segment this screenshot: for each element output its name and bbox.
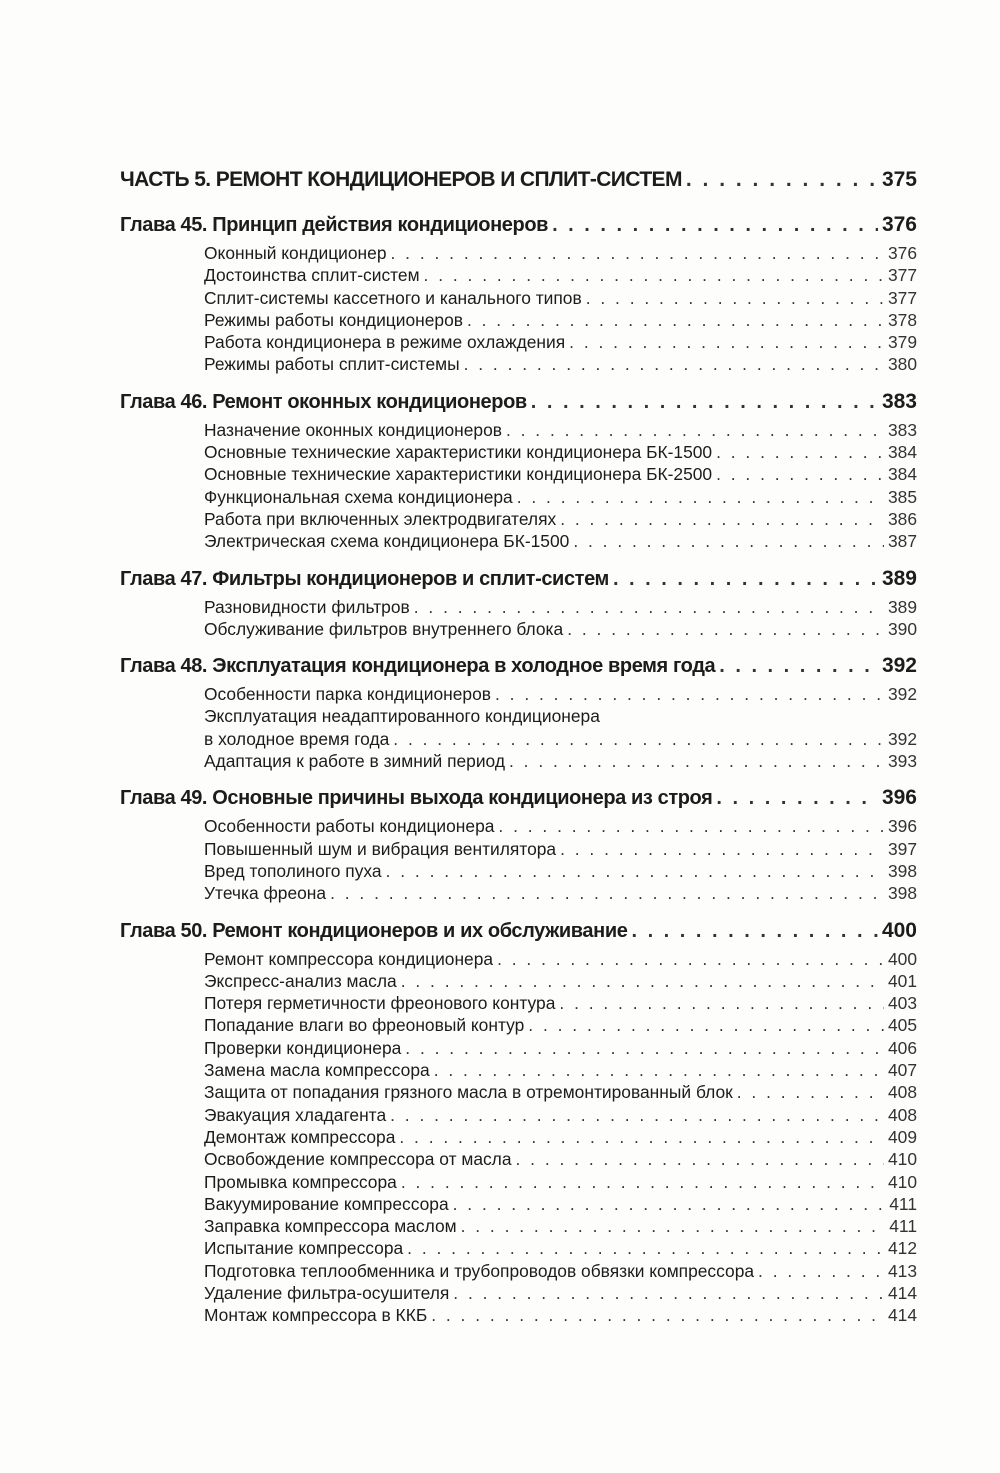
section-entry bbox=[120, 619, 917, 641]
section-title: Эксплуатация неадаптированного кондиционера bbox=[204, 706, 600, 727]
chapter-title: Глава 46. Ремонт оконных кондиционеров bbox=[120, 390, 527, 413]
section-title: Экспресс-анализ масла bbox=[204, 970, 397, 991]
dot-leader bbox=[528, 1015, 884, 1036]
dot-leader bbox=[516, 1149, 884, 1170]
chapter-page: 383 bbox=[881, 389, 917, 413]
section-entry bbox=[120, 1194, 917, 1216]
dot-leader bbox=[560, 509, 884, 530]
section-title: Освобождение компрессора от масла bbox=[204, 1149, 512, 1170]
dot-leader bbox=[461, 1216, 886, 1237]
section-entry bbox=[120, 597, 917, 619]
dot-leader bbox=[467, 310, 884, 331]
section-entry bbox=[120, 839, 917, 861]
section-entry bbox=[120, 420, 917, 442]
section-entry bbox=[120, 1015, 917, 1037]
section-title: Назначение оконных кондиционеров bbox=[204, 419, 502, 440]
section-entry bbox=[120, 1060, 917, 1082]
section-page: 405 bbox=[887, 1015, 917, 1036]
section-title: Основные технические характеристики кондиционера БК-1500 bbox=[204, 442, 713, 463]
section-page: 392 bbox=[887, 684, 917, 705]
section-page: 386 bbox=[887, 508, 917, 529]
section-page: 407 bbox=[887, 1060, 917, 1081]
section-page: 392 bbox=[887, 728, 917, 749]
chapter-heading bbox=[120, 786, 917, 814]
dot-leader bbox=[453, 1283, 884, 1304]
section-title: Замена масла компрессора bbox=[204, 1060, 430, 1081]
section-title: Потеря герметичности фреонового контура bbox=[204, 993, 556, 1014]
section-page: 412 bbox=[887, 1238, 917, 1259]
part-heading bbox=[120, 168, 917, 198]
section-title: Достоинства сплит-систем bbox=[204, 265, 420, 286]
dot-leader bbox=[517, 487, 884, 508]
section-entry bbox=[120, 464, 917, 486]
section-page: 398 bbox=[887, 860, 917, 881]
section-entry bbox=[120, 1038, 917, 1060]
dot-leader bbox=[407, 1238, 884, 1259]
section-page: 410 bbox=[887, 1149, 917, 1170]
section-page: 411 bbox=[889, 1193, 917, 1214]
section-title: Особенности парка кондиционеров bbox=[204, 684, 492, 705]
section-title: Демонтаж компрессора bbox=[204, 1126, 396, 1147]
section-title: Монтаж компрессора в ККБ bbox=[204, 1305, 428, 1326]
section-entry bbox=[120, 265, 917, 287]
dot-leader bbox=[716, 787, 878, 810]
dot-leader bbox=[498, 816, 884, 837]
dot-leader bbox=[405, 1038, 884, 1059]
section-page: 393 bbox=[887, 751, 917, 772]
section-title: в холодное время года bbox=[204, 728, 390, 749]
section-title: Разновидности фильтров bbox=[204, 596, 410, 617]
dot-leader bbox=[431, 1305, 884, 1326]
section-entry bbox=[120, 971, 917, 993]
chapter-title: Глава 48. Эксплуатация кондиционера в холодное время года bbox=[120, 655, 716, 678]
section-page: 384 bbox=[887, 442, 917, 463]
section-entry bbox=[120, 1127, 917, 1149]
dot-leader bbox=[573, 531, 884, 552]
section-entry bbox=[120, 487, 917, 509]
section-entry bbox=[120, 288, 917, 310]
section-page: 390 bbox=[887, 618, 917, 639]
section-title: Эвакуация хладагента bbox=[204, 1104, 387, 1125]
section-title: Электрическая схема кондиционера БК-1500 bbox=[204, 531, 570, 552]
section-page: 376 bbox=[887, 243, 917, 263]
chapter-heading bbox=[120, 390, 917, 418]
section-page: 396 bbox=[887, 816, 917, 837]
section-title: Вакуумирование компрессора bbox=[204, 1193, 449, 1214]
section-title: Функциональная схема кондиционера bbox=[204, 486, 513, 507]
section-entry bbox=[120, 993, 917, 1015]
section-page: 397 bbox=[887, 838, 917, 859]
chapter-heading bbox=[120, 567, 917, 595]
chapter-block bbox=[120, 213, 917, 377]
section-entry bbox=[120, 310, 917, 332]
section-entry bbox=[120, 706, 917, 728]
section-page: 413 bbox=[887, 1260, 917, 1281]
chapter-heading bbox=[120, 919, 917, 947]
section-entry bbox=[120, 1172, 917, 1194]
dot-leader bbox=[424, 265, 884, 286]
dot-leader bbox=[386, 861, 884, 882]
section-entry bbox=[120, 1305, 917, 1327]
dot-leader bbox=[414, 597, 884, 618]
part-title: ЧАСТЬ 5. РЕМОНТ КОНДИЦИОНЕРОВ И СПЛИТ-СИСТЕМ bbox=[120, 168, 682, 191]
dot-leader bbox=[330, 883, 884, 904]
section-title: Ремонт компрессора кондиционера bbox=[204, 948, 494, 969]
section-page: 385 bbox=[887, 486, 917, 507]
section-title: Адаптация к работе в зимний период bbox=[204, 751, 505, 772]
chapter-block bbox=[120, 919, 917, 1328]
part-page: 375 bbox=[881, 168, 917, 191]
dot-leader bbox=[390, 1105, 884, 1126]
section-entry bbox=[120, 816, 917, 838]
section-title: Подготовка теплообменника и трубопроводов обвязки компрессора bbox=[204, 1260, 755, 1281]
section-page: 389 bbox=[887, 596, 917, 617]
section-entry bbox=[120, 949, 917, 971]
section-entry bbox=[120, 883, 917, 905]
section-page: 409 bbox=[887, 1126, 917, 1147]
dot-leader bbox=[506, 420, 884, 441]
chapter-title: Глава 47. Фильтры кондиционеров и сплит-систем bbox=[120, 567, 609, 590]
chapter-list bbox=[120, 213, 917, 1328]
chapter-title: Глава 45. Принцип действия кондиционеров bbox=[120, 214, 549, 236]
section-entry bbox=[120, 509, 917, 531]
section-page: 406 bbox=[887, 1037, 917, 1058]
section-entry bbox=[120, 332, 917, 354]
section-entry bbox=[120, 354, 917, 376]
section-title: Режимы работы сплит-системы bbox=[204, 354, 460, 375]
section-page: 411 bbox=[889, 1216, 917, 1237]
section-entry bbox=[120, 684, 917, 706]
dot-leader bbox=[559, 993, 884, 1014]
section-page: 377 bbox=[887, 265, 917, 286]
chapter-heading bbox=[120, 654, 917, 682]
dot-leader bbox=[453, 1194, 886, 1215]
section-title: Оконный кондиционер bbox=[204, 243, 387, 263]
section-title: Удаление фильтра-осушителя bbox=[204, 1282, 450, 1303]
dot-leader bbox=[716, 442, 884, 463]
section-title: Заправка компрессора маслом bbox=[204, 1216, 457, 1237]
dot-leader bbox=[401, 1172, 884, 1193]
section-page: 379 bbox=[887, 332, 917, 353]
dot-leader bbox=[401, 971, 884, 992]
dot-leader bbox=[464, 354, 884, 375]
dot-leader bbox=[434, 1060, 884, 1081]
section-title: Утечка фреона bbox=[204, 883, 327, 904]
dot-leader bbox=[567, 619, 884, 640]
section-title: Защита от попадания грязного масла в отремонтированный блок bbox=[204, 1082, 733, 1103]
section-page: 380 bbox=[887, 354, 917, 375]
chapter-block bbox=[120, 654, 917, 773]
dot-leader bbox=[497, 949, 884, 970]
dot-leader bbox=[560, 839, 884, 860]
section-title: Основные технические характеристики кондиционера БК-2500 bbox=[204, 464, 713, 485]
section-page: 384 bbox=[887, 464, 917, 485]
dot-leader bbox=[399, 1127, 884, 1148]
chapter-block bbox=[120, 567, 917, 642]
section-title: Работа кондиционера в режиме охлаждения bbox=[204, 332, 566, 353]
section-entry bbox=[120, 1082, 917, 1104]
section-title: Попадание влаги во фреоновый контур bbox=[204, 1015, 525, 1036]
section-entry bbox=[120, 1261, 917, 1283]
section-page: 377 bbox=[887, 287, 917, 308]
section-page: 401 bbox=[887, 970, 917, 991]
chapter-heading bbox=[120, 213, 917, 241]
dot-leader bbox=[586, 288, 884, 309]
section-entry bbox=[120, 861, 917, 883]
chapter-title: Глава 50. Ремонт кондиционеров и их обслуживание bbox=[120, 919, 628, 942]
chapter-page: 392 bbox=[881, 654, 917, 678]
dot-leader bbox=[716, 464, 884, 485]
dot-leader bbox=[686, 168, 878, 192]
section-page: 408 bbox=[887, 1082, 917, 1103]
chapter-block bbox=[120, 786, 917, 905]
table-of-contents bbox=[120, 168, 917, 1341]
section-title: Работа при включенных электродвигателях bbox=[204, 508, 557, 529]
section-title: Повышенный шум и вибрация вентилятора bbox=[204, 838, 557, 859]
section-title: Испытание компрессора bbox=[204, 1238, 404, 1259]
section-page: 408 bbox=[887, 1104, 917, 1125]
section-title: Обслуживание фильтров внутреннего блока bbox=[204, 618, 564, 639]
section-title: Вред тополиного пуха bbox=[204, 860, 382, 881]
section-entry bbox=[120, 729, 917, 751]
section-entry bbox=[120, 243, 917, 265]
dot-leader bbox=[613, 568, 878, 591]
dot-leader bbox=[758, 1261, 884, 1282]
section-title: Сплит-системы кассетного и канального типов bbox=[204, 287, 582, 308]
chapter-page: 389 bbox=[881, 566, 917, 590]
section-title: Особенности работы кондиционера bbox=[204, 816, 495, 837]
chapter-page: 376 bbox=[881, 213, 917, 236]
section-page: 400 bbox=[887, 948, 917, 969]
dot-leader bbox=[569, 332, 884, 353]
section-page: 414 bbox=[887, 1282, 917, 1303]
section-entry bbox=[120, 442, 917, 464]
chapter-page: 396 bbox=[881, 786, 917, 810]
section-entry bbox=[120, 1238, 917, 1260]
dot-leader bbox=[509, 751, 884, 772]
section-entry bbox=[120, 1149, 917, 1171]
section-entry bbox=[120, 1105, 917, 1127]
dot-leader bbox=[495, 684, 884, 705]
dot-leader bbox=[391, 243, 884, 264]
chapter-title: Глава 49. Основные причины выхода кондиционера из строя bbox=[120, 787, 713, 810]
dot-leader bbox=[631, 920, 878, 943]
chapter-block bbox=[120, 390, 917, 554]
section-entry bbox=[120, 1216, 917, 1238]
section-entry bbox=[120, 751, 917, 773]
section-page: 414 bbox=[887, 1305, 917, 1326]
section-title: Проверки кондиционера bbox=[204, 1037, 402, 1058]
dot-leader bbox=[393, 729, 884, 750]
section-page: 410 bbox=[887, 1171, 917, 1192]
dot-leader bbox=[531, 391, 878, 414]
section-entry bbox=[120, 531, 917, 553]
section-entry bbox=[120, 1283, 917, 1305]
section-page: 387 bbox=[887, 531, 917, 552]
dot-leader bbox=[552, 214, 878, 237]
chapter-page: 400 bbox=[881, 918, 917, 942]
section-title: Промывка компрессора bbox=[204, 1171, 397, 1192]
dot-leader bbox=[719, 655, 878, 678]
section-page: 383 bbox=[887, 419, 917, 440]
section-page: 403 bbox=[887, 993, 917, 1014]
section-title: Режимы работы кондиционеров bbox=[204, 309, 463, 330]
section-page: 378 bbox=[887, 309, 917, 330]
dot-leader bbox=[737, 1082, 884, 1103]
section-page: 398 bbox=[887, 883, 917, 904]
